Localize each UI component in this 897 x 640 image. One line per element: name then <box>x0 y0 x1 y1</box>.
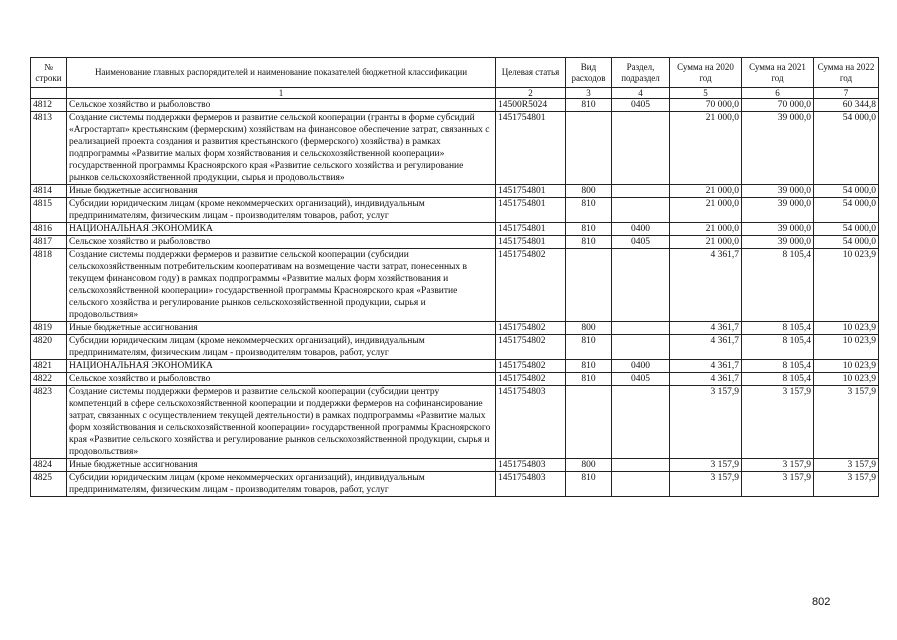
section-code <box>612 322 670 335</box>
budget-table <box>30 57 879 497</box>
target-article: 1451754802 <box>496 373 566 386</box>
section-code <box>612 335 670 360</box>
sum-2020: 4 361,7 <box>670 322 742 335</box>
expense-type: 810 <box>566 472 612 497</box>
target-article: 1451754803 <box>496 386 566 459</box>
row-number: 4822 <box>31 373 67 386</box>
row-number: 4821 <box>31 360 67 373</box>
row-number: 4825 <box>31 472 67 497</box>
column-number: 7 <box>814 88 879 99</box>
row-number: 4812 <box>31 99 67 112</box>
section-code <box>612 459 670 472</box>
table-row <box>31 249 879 322</box>
row-name: НАЦИОНАЛЬНАЯ ЭКОНОМИКА <box>67 360 496 373</box>
sum-2021: 8 105,4 <box>742 249 814 322</box>
expense-type: 810 <box>566 360 612 373</box>
row-number: 4817 <box>31 236 67 249</box>
row-name: Создание системы поддержки фермеров и развитие сельской кооперации (гранты в форме субсидий «Агростартап» крестьянским (фермерским) хозяйствам на финансовое обеспечение затрат, связанных с реализацией проекта создания и развития крестьянского (фермерского) хозяйства) в рамках подпрограммы «Развитие малых форм хозяйствования и сельскохозяйственной кооперации» государственной программы Красноярского края «Развитие сельского хозяйства и регулирование рынков сельскохозяйственной продукции, сырья и продовольствия» <box>67 112 496 185</box>
sum-2020: 3 157,9 <box>670 472 742 497</box>
sum-2021: 39 000,0 <box>742 185 814 198</box>
header-section: Раздел, подраздел <box>612 58 670 88</box>
header-target: Целевая статья <box>496 58 566 88</box>
expense-type: 800 <box>566 185 612 198</box>
sum-2022: 10 023,9 <box>814 373 879 386</box>
row-name: Субсидии юридическим лицам (кроме некоммерческих организаций), индивидуальным предпринимателям, физическим лицам - производителям товаров, работ, услуг <box>67 335 496 360</box>
sum-2022: 10 023,9 <box>814 249 879 322</box>
section-code: 0405 <box>612 236 670 249</box>
table-row <box>31 223 879 236</box>
row-number: 4818 <box>31 249 67 322</box>
sum-2022: 54 000,0 <box>814 223 879 236</box>
row-number: 4824 <box>31 459 67 472</box>
row-name: Иные бюджетные ассигнования <box>67 459 496 472</box>
target-article: 1451754803 <box>496 472 566 497</box>
header-sum-2021: Сумма на 2021 год <box>742 58 814 88</box>
sum-2021: 39 000,0 <box>742 223 814 236</box>
sum-2020: 4 361,7 <box>670 373 742 386</box>
expense-type: 810 <box>566 236 612 249</box>
sum-2022: 10 023,9 <box>814 335 879 360</box>
target-article: 1451754803 <box>496 459 566 472</box>
target-article: 1451754802 <box>496 322 566 335</box>
table-row <box>31 335 879 360</box>
table-row <box>31 236 879 249</box>
sum-2020: 21 000,0 <box>670 112 742 185</box>
row-number: 4813 <box>31 112 67 185</box>
target-article: 1451754801 <box>496 198 566 223</box>
sum-2022: 3 157,9 <box>814 472 879 497</box>
header-row <box>31 58 879 88</box>
row-name: Иные бюджетные ассигнования <box>67 185 496 198</box>
row-number: 4819 <box>31 322 67 335</box>
column-number-blank <box>31 88 67 99</box>
column-number-row <box>31 88 879 99</box>
sum-2020: 3 157,9 <box>670 386 742 459</box>
sum-2022: 10 023,9 <box>814 322 879 335</box>
header-sum-2022: Сумма на 2022 год <box>814 58 879 88</box>
expense-type: 810 <box>566 373 612 386</box>
target-article: 1451754801 <box>496 223 566 236</box>
row-name: НАЦИОНАЛЬНАЯ ЭКОНОМИКА <box>67 223 496 236</box>
table-row <box>31 198 879 223</box>
page-number: 802 <box>812 596 831 608</box>
row-name: Сельское хозяйство и рыболовство <box>67 373 496 386</box>
sum-2021: 8 105,4 <box>742 335 814 360</box>
target-article: 1451754801 <box>496 112 566 185</box>
expense-type <box>566 249 612 322</box>
table-row <box>31 185 879 198</box>
table-row <box>31 112 879 185</box>
section-code: 0405 <box>612 373 670 386</box>
sum-2022: 3 157,9 <box>814 386 879 459</box>
row-name: Иные бюджетные ассигнования <box>67 322 496 335</box>
row-name: Сельское хозяйство и рыболовство <box>67 236 496 249</box>
section-code <box>612 198 670 223</box>
column-number: 1 <box>67 88 496 99</box>
sum-2021: 8 105,4 <box>742 360 814 373</box>
sum-2022: 54 000,0 <box>814 112 879 185</box>
section-code <box>612 185 670 198</box>
sum-2022: 54 000,0 <box>814 236 879 249</box>
column-number: 4 <box>612 88 670 99</box>
section-code <box>612 472 670 497</box>
row-number: 4823 <box>31 386 67 459</box>
sum-2022: 3 157,9 <box>814 459 879 472</box>
sum-2020: 4 361,7 <box>670 335 742 360</box>
target-article: 14500R5024 <box>496 99 566 112</box>
sum-2020: 4 361,7 <box>670 249 742 322</box>
sum-2020: 70 000,0 <box>670 99 742 112</box>
section-code <box>612 112 670 185</box>
row-number: 4816 <box>31 223 67 236</box>
row-name: Сельское хозяйство и рыболовство <box>67 99 496 112</box>
sum-2021: 3 157,9 <box>742 459 814 472</box>
sum-2021: 8 105,4 <box>742 322 814 335</box>
column-number: 5 <box>670 88 742 99</box>
table-row <box>31 360 879 373</box>
header-name: Наименование главных распорядителей и наименование показателей бюджетной классификации <box>67 58 496 88</box>
expense-type: 810 <box>566 223 612 236</box>
sum-2022: 60 344,8 <box>814 99 879 112</box>
sum-2021: 3 157,9 <box>742 386 814 459</box>
table-row <box>31 373 879 386</box>
expense-type: 800 <box>566 322 612 335</box>
expense-type: 810 <box>566 99 612 112</box>
table-body <box>31 99 879 497</box>
expense-type: 810 <box>566 335 612 360</box>
target-article: 1451754801 <box>496 236 566 249</box>
sum-2020: 21 000,0 <box>670 223 742 236</box>
sum-2020: 21 000,0 <box>670 236 742 249</box>
row-name: Субсидии юридическим лицам (кроме некоммерческих организаций), индивидуальным предпринимателям, физическим лицам - производителям товаров, работ, услуг <box>67 472 496 497</box>
expense-type <box>566 112 612 185</box>
row-name: Создание системы поддержки фермеров и развитие сельской кооперации (субсидии центру компетенций в сфере сельскохозяйственной кооперации и поддержки фермеров на софинансирование затрат, связанных с осуществлением текущей деятельности) в рамках подпрограммы «Развитие малых форм хозяйствования и сельскохозяйственной кооперации» государственной программы Красноярского края «Развитие сельского хозяйства и регулирование рынков сельскохозяйственной продукции, сырья и продовольствия» <box>67 386 496 459</box>
row-name: Субсидии юридическим лицам (кроме некоммерческих организаций), индивидуальным предпринимателям, физическим лицам - производителям товаров, работ, услуг <box>67 198 496 223</box>
row-name: Создание системы поддержки фермеров и развитие сельской кооперации (субсидии сельскохозяйственным потребительским кооперативам на возмещение части затрат, понесенных в текущем финансовом году) в рамках подпрограммы «Развитие малых форм хозяйствования и сельскохозяйственной кооперации» государственной программы Красноярского края «Развитие сельского хозяйства и регулирование рынков сельскохозяйственной продукции, сырья и продовольствия» <box>67 249 496 322</box>
sum-2021: 8 105,4 <box>742 373 814 386</box>
row-number: 4815 <box>31 198 67 223</box>
section-code <box>612 249 670 322</box>
target-article: 1451754802 <box>496 335 566 360</box>
sum-2021: 70 000,0 <box>742 99 814 112</box>
column-number: 2 <box>496 88 566 99</box>
table-row <box>31 459 879 472</box>
table-row <box>31 386 879 459</box>
sum-2020: 21 000,0 <box>670 198 742 223</box>
row-number: 4820 <box>31 335 67 360</box>
target-article: 1451754802 <box>496 249 566 322</box>
sum-2022: 54 000,0 <box>814 198 879 223</box>
section-code: 0400 <box>612 223 670 236</box>
target-article: 1451754802 <box>496 360 566 373</box>
table-row <box>31 322 879 335</box>
expense-type <box>566 386 612 459</box>
expense-type: 810 <box>566 198 612 223</box>
sum-2020: 3 157,9 <box>670 459 742 472</box>
sum-2021: 3 157,9 <box>742 472 814 497</box>
column-number: 3 <box>566 88 612 99</box>
sum-2021: 39 000,0 <box>742 236 814 249</box>
sum-2022: 54 000,0 <box>814 185 879 198</box>
header-row-no: № строки <box>31 58 67 88</box>
header-sum-2020: Сумма на 2020 год <box>670 58 742 88</box>
row-number: 4814 <box>31 185 67 198</box>
section-code: 0405 <box>612 99 670 112</box>
sum-2021: 39 000,0 <box>742 198 814 223</box>
table-row <box>31 472 879 497</box>
column-number: 6 <box>742 88 814 99</box>
section-code <box>612 386 670 459</box>
section-code: 0400 <box>612 360 670 373</box>
sum-2020: 21 000,0 <box>670 185 742 198</box>
table-row <box>31 99 879 112</box>
sum-2022: 10 023,9 <box>814 360 879 373</box>
header-exp-type: Вид расходов <box>566 58 612 88</box>
sum-2021: 39 000,0 <box>742 112 814 185</box>
expense-type: 800 <box>566 459 612 472</box>
target-article: 1451754801 <box>496 185 566 198</box>
sum-2020: 4 361,7 <box>670 360 742 373</box>
